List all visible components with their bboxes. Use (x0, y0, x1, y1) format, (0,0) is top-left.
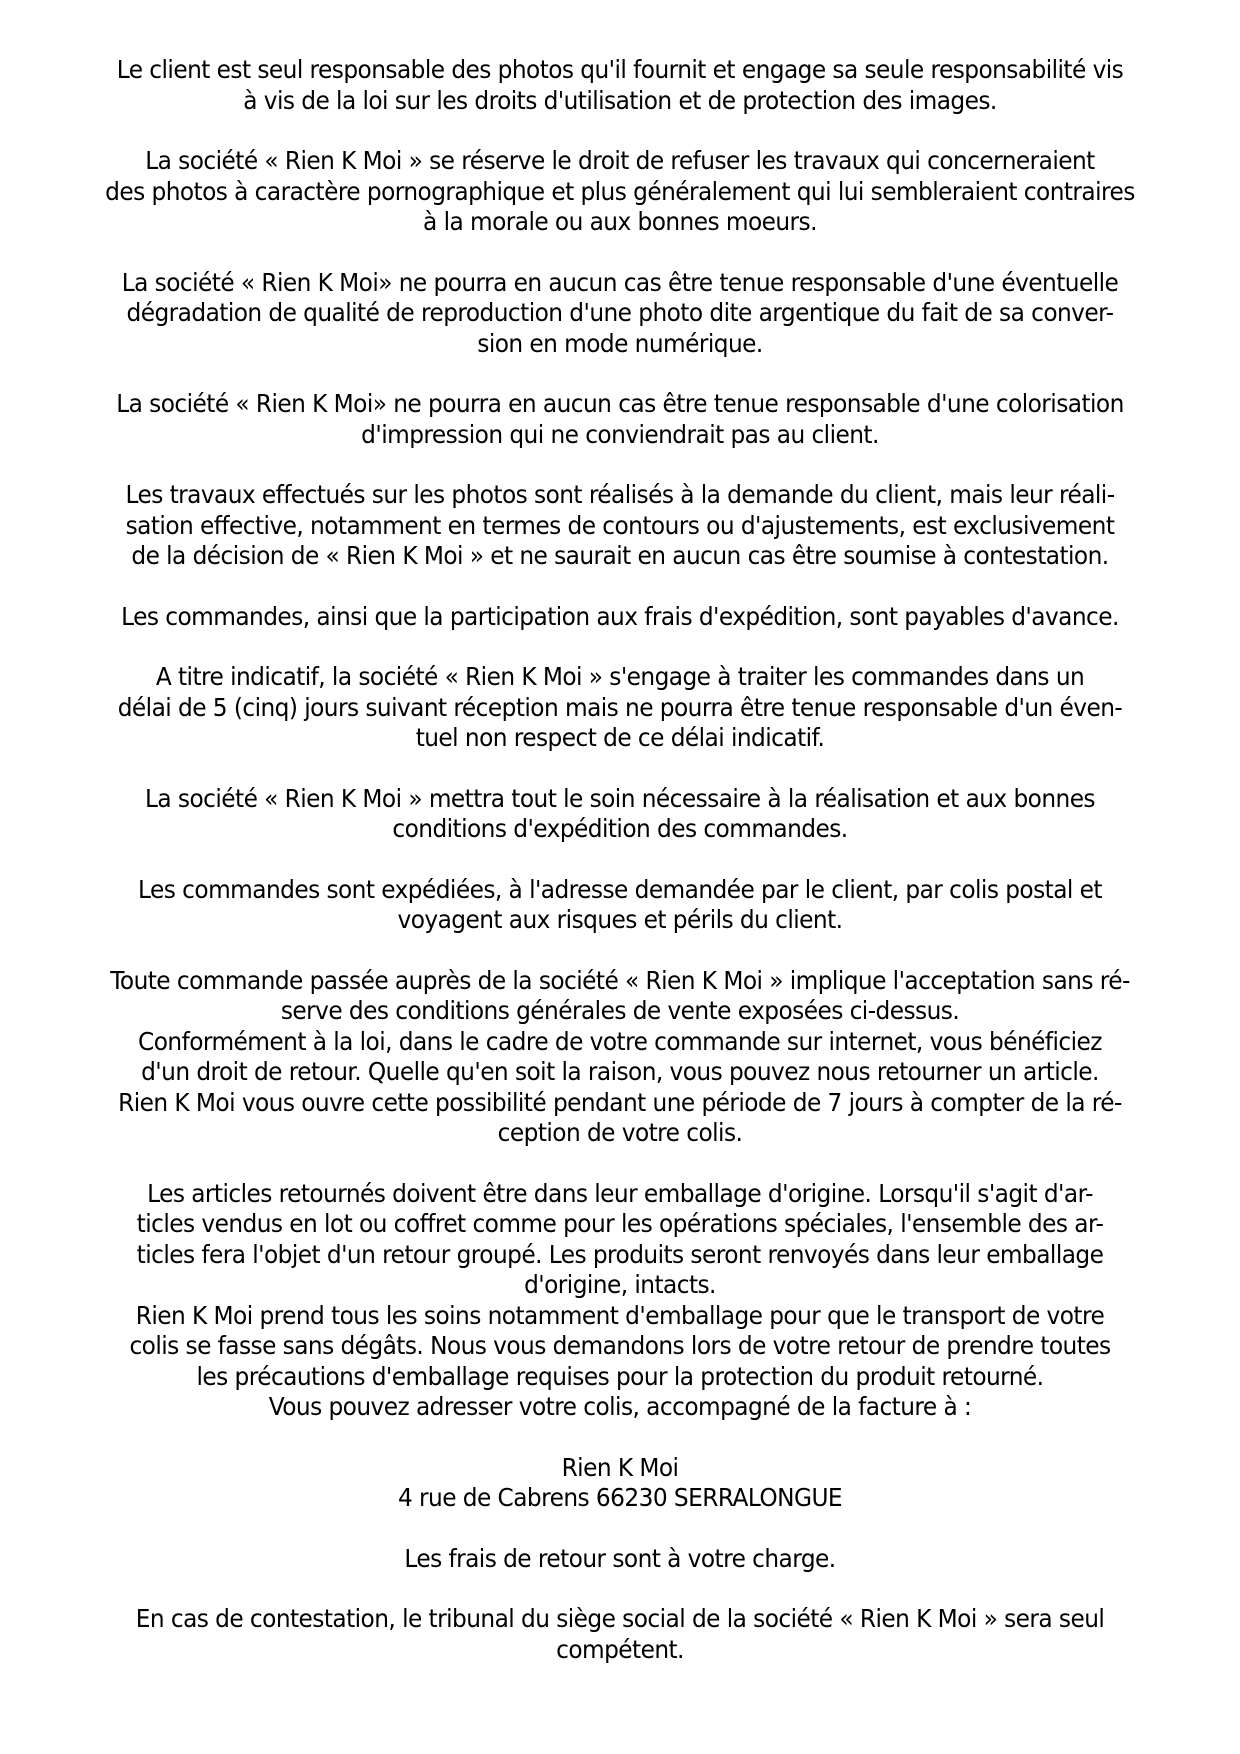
text-line: tuel non respect de ce délai indicatif. (415, 723, 825, 752)
paragraph-advance-payment (0, 602, 1240, 633)
text-line: Toute commande passée auprès de la société « Rien K Moi » implique l'acceptation sans ré- (110, 965, 1130, 995)
text-line: d'impression qui ne conviendrait pas au client. (361, 419, 879, 449)
text-line: à la morale ou aux bonnes moeurs. (423, 207, 817, 236)
paragraph-gap (0, 1574, 1240, 1604)
text-line: colis se fasse sans dégâts. Nous vous demandons lors de votre retour de prendre toutes (129, 1331, 1111, 1360)
paragraph-gap (0, 116, 1240, 146)
text-line: les précautions d'emballage requises pour la protection du produit retourné. (196, 1361, 1044, 1391)
text-line: serve des conditions générales de vente exposées ci-dessus. (280, 996, 960, 1025)
paragraph-processing-delay (0, 662, 1240, 754)
paragraph-gap (0, 632, 1240, 662)
text-line: ception de votre colis. (497, 1118, 743, 1147)
paragraph-return-fees (0, 1544, 1240, 1575)
paragraph-gap (0, 238, 1240, 268)
text-line: voyagent aux risques et périls du client. (397, 905, 843, 934)
text-line: dégradation de qualité de reproduction d'une photo dite argentique du fait de sa conver- (126, 298, 1114, 327)
text-line: délai de 5 (cinq) jours suivant réception mais ne pourra être tenue responsable d'un éven- (117, 692, 1123, 722)
paragraph-gap (0, 1149, 1240, 1179)
text-line: à vis de la loi sur les droits d'utilisation et de protection des images. (243, 85, 997, 115)
text-line: sation effective, notamment en termes de contours ou d'ajustements, est exclusivement (125, 510, 1115, 540)
text-line: Le client est seul responsable des photos qu'il fournit et engage sa seule responsabilité vis (116, 55, 1124, 84)
street-address: 4 rue de Cabrens 66230 SERRALONGUE (397, 1483, 843, 1512)
text-line: d'un droit de retour. Quelle qu'en soit la raison, vous pouvez nous retourner un article. (141, 1057, 1099, 1086)
return-address (0, 1453, 1240, 1514)
text-line: La société « Rien K Moi» ne pourra en aucun cas être tenue responsable d'une éventuelle (121, 267, 1119, 297)
text-line: Conformément à la loi, dans le cadre de votre commande sur internet, vous bénéficiez (138, 1026, 1102, 1056)
paragraph-gap (0, 845, 1240, 875)
paragraph-jurisdiction (0, 1604, 1240, 1665)
paragraph-quality-degradation (0, 268, 1240, 360)
text-line: Les travaux effectués sur les photos sont réalisés à la demande du client, mais leur réali- (125, 480, 1115, 509)
text-line: ticles fera l'objet d'un retour groupé. Les produits seront renvoyés dans leur emballage (136, 1239, 1104, 1269)
paragraph-return-address-intro (0, 1392, 1240, 1423)
paragraph-refusal-right (0, 146, 1240, 238)
paragraph-shipping-risk (0, 875, 1240, 936)
paragraph-gap (0, 936, 1240, 966)
paragraph-colorization (0, 389, 1240, 450)
text-line: Les commandes, ainsi que la participation aux frais d'expédition, sont payables d'avance. (121, 601, 1119, 631)
text-line: conditions d'expédition des commandes. (392, 814, 848, 843)
text-line: La société « Rien K Moi » mettra tout le soin nécessaire à la réalisation et aux bonnes (145, 783, 1095, 813)
text-line: Vous pouvez adresser votre colis, accompagné de la facture à : (268, 1392, 972, 1421)
text-line: compétent. (556, 1634, 684, 1664)
text-line: de la décision de « Rien K Moi » et ne saurait en aucun cas être soumise à contestation. (131, 541, 1109, 570)
terms-document (0, 55, 1240, 1665)
paragraph-photo-responsibility (0, 55, 1240, 116)
paragraph-shipping-care (0, 784, 1240, 845)
paragraph-terms-acceptance (0, 966, 1240, 1027)
paragraph-gap (0, 359, 1240, 389)
text-line: ticles vendus en lot ou coffret comme pour les opérations spéciales, l'ensemble des ar- (136, 1209, 1104, 1238)
paragraph-gap (0, 1514, 1240, 1544)
text-line: des photos à caractère pornographique et plus généralement qui lui sembleraient contraires (105, 176, 1135, 206)
paragraph-return-right (0, 1027, 1240, 1149)
paragraph-packaging-care (0, 1301, 1240, 1393)
paragraph-gap (0, 450, 1240, 480)
paragraph-gap (0, 1423, 1240, 1453)
text-line: La société « Rien K Moi » se réserve le droit de refuser les travaux qui concerneraient (145, 146, 1095, 175)
text-line: Les commandes sont expédiées, à l'adresse demandée par le client, par colis postal et (138, 874, 1102, 904)
text-line: Rien K Moi vous ouvre cette possibilité pendant une période de 7 jours à compter de la ré- (118, 1087, 1122, 1117)
text-line: Rien K Moi prend tous les soins notamment d'emballage pour que le transport de votre (135, 1300, 1105, 1330)
text-line: Les articles retournés doivent être dans leur emballage d'origine. Lorsqu'il s'agit d'ar- (147, 1178, 1093, 1208)
paragraph-gap (0, 754, 1240, 784)
text-line: A titre indicatif, la société « Rien K Moi » s'engage à traiter les commandes dans un (155, 662, 1085, 691)
paragraph-return-packaging (0, 1179, 1240, 1301)
paragraph-gap (0, 572, 1240, 602)
paragraph-work-decision (0, 480, 1240, 572)
text-line: d'origine, intacts. (524, 1270, 716, 1299)
text-line: La société « Rien K Moi» ne pourra en aucun cas être tenue responsable d'une colorisation (116, 389, 1124, 418)
company-name: Rien K Moi (561, 1452, 679, 1482)
text-line: En cas de contestation, le tribunal du siège social de la société « Rien K Moi » sera seul (135, 1604, 1105, 1633)
text-line: sion en mode numérique. (477, 328, 763, 358)
text-line: Les frais de retour sont à votre charge. (404, 1543, 836, 1573)
